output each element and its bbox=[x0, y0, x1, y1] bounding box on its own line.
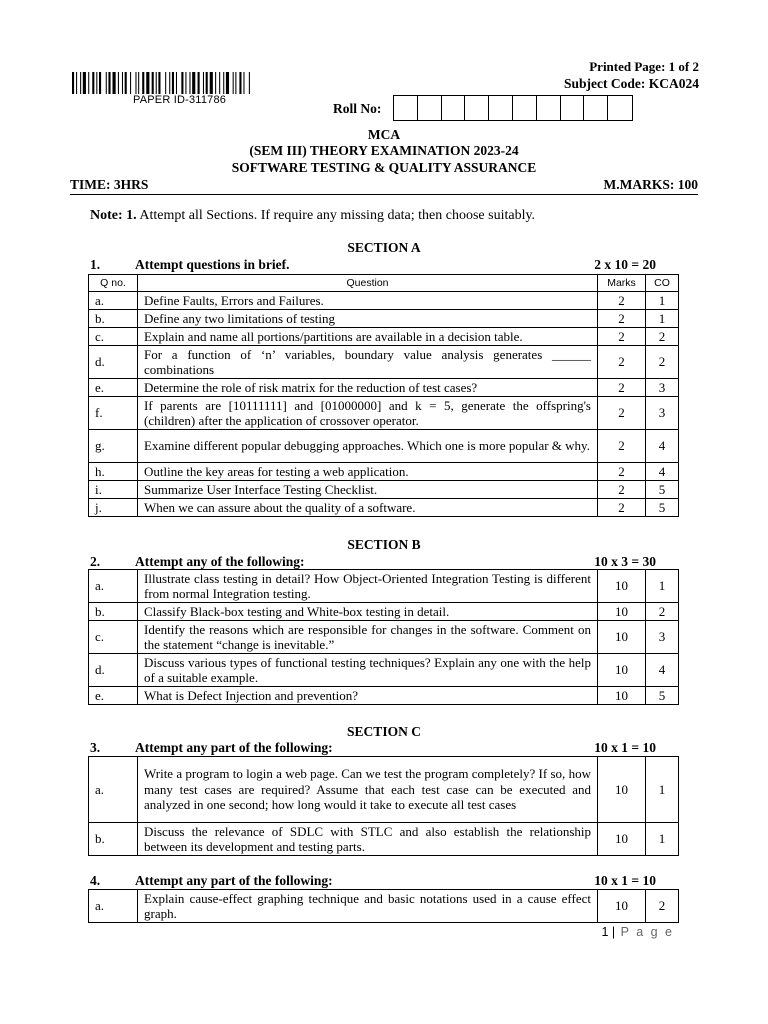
table-row bbox=[89, 463, 679, 481]
question-number-cell: i. bbox=[89, 481, 138, 499]
question-4-table bbox=[88, 889, 679, 923]
question-number-cell: f. bbox=[89, 397, 138, 430]
marks-cell: 2 bbox=[598, 499, 646, 517]
marks-cell: 2 bbox=[598, 397, 646, 430]
question-text-cell: If parents are [10111111] and [01000000] and k = 5, generate the offspring's (children) after the application of crossover operator. bbox=[138, 397, 598, 430]
section-b-title: SECTION B bbox=[347, 537, 421, 552]
co-cell: 4 bbox=[646, 654, 679, 687]
table-row bbox=[89, 481, 679, 499]
co-cell: 1 bbox=[646, 310, 679, 328]
question-text-cell: Examine different popular debugging approaches. Which one is more popular & why. bbox=[138, 430, 598, 463]
course-title: MCA bbox=[367, 127, 401, 142]
roll-no-digit-box[interactable] bbox=[465, 96, 489, 120]
co-cell: 2 bbox=[646, 603, 679, 621]
question-text-cell: Identify the reasons which are responsible for changes in the software. Comment on the statement “change is inevitable.” bbox=[138, 621, 598, 654]
roll-no-digit-box[interactable] bbox=[608, 96, 632, 120]
page-number: 1 bbox=[601, 925, 609, 939]
page-separator: | bbox=[611, 925, 616, 939]
col-co: CO bbox=[646, 275, 679, 292]
marks-cell: 2 bbox=[598, 379, 646, 397]
question-number-cell: a. bbox=[89, 890, 138, 923]
question-number-cell: a. bbox=[89, 757, 138, 823]
marks-cell: 10 bbox=[598, 570, 646, 603]
roll-no-digit-box[interactable] bbox=[584, 96, 608, 120]
roll-no-label: Roll No: bbox=[333, 101, 382, 116]
question-number: 2. bbox=[90, 554, 101, 569]
col-question: Question bbox=[138, 275, 598, 292]
question-text-cell: Explain and name all portions/partitions are available in a decision table. bbox=[138, 328, 598, 346]
question-number-cell: e. bbox=[89, 687, 138, 705]
table-row bbox=[89, 621, 679, 654]
co-cell: 3 bbox=[646, 397, 679, 430]
co-cell: 1 bbox=[646, 757, 679, 823]
co-cell: 5 bbox=[646, 481, 679, 499]
note-prefix: Note: 1. bbox=[90, 208, 137, 223]
question-text-cell: Determine the role of risk matrix for the reduction of test cases? bbox=[138, 379, 598, 397]
table-row bbox=[89, 687, 679, 705]
roll-no-digit-box[interactable] bbox=[442, 96, 466, 120]
table-row bbox=[89, 346, 679, 379]
paper-id: PAPER ID-311786 bbox=[133, 94, 227, 106]
question-text-cell: When we can assure about the quality of a software. bbox=[138, 499, 598, 517]
question-instruction: Attempt any part of the following: bbox=[135, 740, 333, 755]
page-footer bbox=[601, 925, 674, 939]
page-word: P a g e bbox=[620, 925, 674, 939]
table-row bbox=[89, 823, 679, 856]
section-b-table bbox=[88, 569, 679, 705]
marks-cell: 10 bbox=[598, 621, 646, 654]
marks-cell: 2 bbox=[598, 430, 646, 463]
table-row bbox=[89, 654, 679, 687]
col-qno: Q no. bbox=[89, 275, 138, 292]
question-number-cell: a. bbox=[89, 292, 138, 310]
table-row bbox=[89, 292, 679, 310]
marks-cell: 10 bbox=[598, 823, 646, 856]
table-row bbox=[89, 603, 679, 621]
question-number-cell: d. bbox=[89, 654, 138, 687]
question-number: 3. bbox=[90, 740, 101, 755]
table-row bbox=[89, 757, 679, 823]
table-row bbox=[89, 890, 679, 923]
roll-no-digit-box[interactable] bbox=[537, 96, 561, 120]
section-a-table bbox=[88, 274, 679, 517]
note-text: Attempt all Sections. If require any missing data; then choose suitably. bbox=[136, 208, 536, 223]
question-instruction: Attempt any of the following: bbox=[135, 554, 305, 569]
question-number: 1. bbox=[90, 257, 101, 272]
table-row bbox=[89, 430, 679, 463]
col-marks: Marks bbox=[598, 275, 646, 292]
printed-page: Printed Page: 1 of 2 bbox=[589, 59, 699, 74]
time-marks-line bbox=[70, 177, 698, 195]
question-number-cell: c. bbox=[89, 328, 138, 346]
question-instruction: Attempt questions in brief. bbox=[135, 257, 290, 272]
co-cell: 2 bbox=[646, 890, 679, 923]
section-a-title: SECTION A bbox=[347, 240, 421, 255]
question-text-cell: For a function of ‘n’ variables, boundary value analysis generates ______ combinations bbox=[138, 346, 598, 379]
question-text-cell: Define Faults, Errors and Failures. bbox=[138, 292, 598, 310]
time-label: TIME: 3HRS bbox=[70, 177, 149, 192]
marks-cell: 10 bbox=[598, 757, 646, 823]
co-cell: 2 bbox=[646, 346, 679, 379]
marks-cell: 10 bbox=[598, 603, 646, 621]
table-row bbox=[89, 379, 679, 397]
max-marks-label: M.MARKS: 100 bbox=[603, 177, 698, 192]
question-marks: 10 x 1 = 10 bbox=[594, 873, 656, 888]
roll-no-digit-box[interactable] bbox=[489, 96, 513, 120]
co-cell: 1 bbox=[646, 823, 679, 856]
marks-cell: 2 bbox=[598, 481, 646, 499]
roll-no-digit-box[interactable] bbox=[418, 96, 442, 120]
co-cell: 3 bbox=[646, 379, 679, 397]
question-number-cell: d. bbox=[89, 346, 138, 379]
note bbox=[90, 208, 535, 224]
barcode bbox=[72, 72, 298, 94]
question-text-cell: Discuss the relevance of SDLC with STLC and also establish the relationship between its development and testing parts. bbox=[138, 823, 598, 856]
question-text-cell: What is Defect Injection and prevention? bbox=[138, 687, 598, 705]
marks-cell: 10 bbox=[598, 654, 646, 687]
co-cell: 2 bbox=[646, 328, 679, 346]
question-number-cell: c. bbox=[89, 621, 138, 654]
question-text-cell: Explain cause-effect graphing technique and basic notations used in a cause effect graph. bbox=[138, 890, 598, 923]
marks-cell: 2 bbox=[598, 346, 646, 379]
question-text-cell: Illustrate class testing in detail? How Object-Oriented Integration Testing is different from normal Integration testing. bbox=[138, 570, 598, 603]
co-cell: 5 bbox=[646, 499, 679, 517]
marks-cell: 2 bbox=[598, 292, 646, 310]
question-number: 4. bbox=[90, 873, 101, 888]
question-marks: 10 x 1 = 10 bbox=[594, 740, 656, 755]
question-number-cell: a. bbox=[89, 570, 138, 603]
question-3-table bbox=[88, 756, 679, 856]
roll-no-digit-box[interactable] bbox=[394, 96, 418, 120]
question-number-cell: b. bbox=[89, 823, 138, 856]
co-cell: 5 bbox=[646, 687, 679, 705]
table-row bbox=[89, 328, 679, 346]
co-cell: 3 bbox=[646, 621, 679, 654]
question-number-cell: e. bbox=[89, 379, 138, 397]
question-number-cell: j. bbox=[89, 499, 138, 517]
roll-no-digit-box[interactable] bbox=[513, 96, 537, 120]
section-c-title: SECTION C bbox=[347, 724, 421, 739]
marks-cell: 2 bbox=[598, 328, 646, 346]
co-cell: 4 bbox=[646, 463, 679, 481]
table-row bbox=[89, 499, 679, 517]
table-row bbox=[89, 570, 679, 603]
question-text-cell: Summarize User Interface Testing Checklist. bbox=[138, 481, 598, 499]
question-number-cell: b. bbox=[89, 310, 138, 328]
question-text-cell: Write a program to login a web page. Can we test the program completely? If so, how many test cases are required? Assume that each test case can be executed and analyzed in one second; how long would it take to execute all test cases bbox=[138, 757, 598, 823]
exam-title: (SEM III) THEORY EXAMINATION 2023-24 bbox=[249, 143, 519, 158]
table-row bbox=[89, 310, 679, 328]
question-text-cell: Outline the key areas for testing a web application. bbox=[138, 463, 598, 481]
table-header-row bbox=[89, 275, 679, 292]
question-text-cell: Discuss various types of functional testing techniques? Explain any one with the help of a suitable example. bbox=[138, 654, 598, 687]
question-text-cell: Classify Black-box testing and White-box testing in detail. bbox=[138, 603, 598, 621]
co-cell: 4 bbox=[646, 430, 679, 463]
subject-title: SOFTWARE TESTING & QUALITY ASSURANCE bbox=[231, 160, 537, 175]
question-instruction: Attempt any part of the following: bbox=[135, 873, 333, 888]
marks-cell: 10 bbox=[598, 687, 646, 705]
marks-cell: 2 bbox=[598, 310, 646, 328]
subject-code: Subject Code: KCA024 bbox=[564, 76, 699, 91]
barcode-image bbox=[72, 72, 298, 94]
co-cell: 1 bbox=[646, 292, 679, 310]
co-cell: 1 bbox=[646, 570, 679, 603]
question-number-cell: g. bbox=[89, 430, 138, 463]
question-marks: 10 x 3 = 30 bbox=[594, 554, 656, 569]
marks-cell: 2 bbox=[598, 463, 646, 481]
table-row bbox=[89, 397, 679, 430]
question-number-cell: b. bbox=[89, 603, 138, 621]
roll-no-digit-box[interactable] bbox=[561, 96, 585, 120]
roll-no-boxes[interactable] bbox=[393, 95, 633, 121]
question-text-cell: Define any two limitations of testing bbox=[138, 310, 598, 328]
marks-cell: 10 bbox=[598, 890, 646, 923]
question-marks: 2 x 10 = 20 bbox=[594, 257, 656, 272]
question-number-cell: h. bbox=[89, 463, 138, 481]
